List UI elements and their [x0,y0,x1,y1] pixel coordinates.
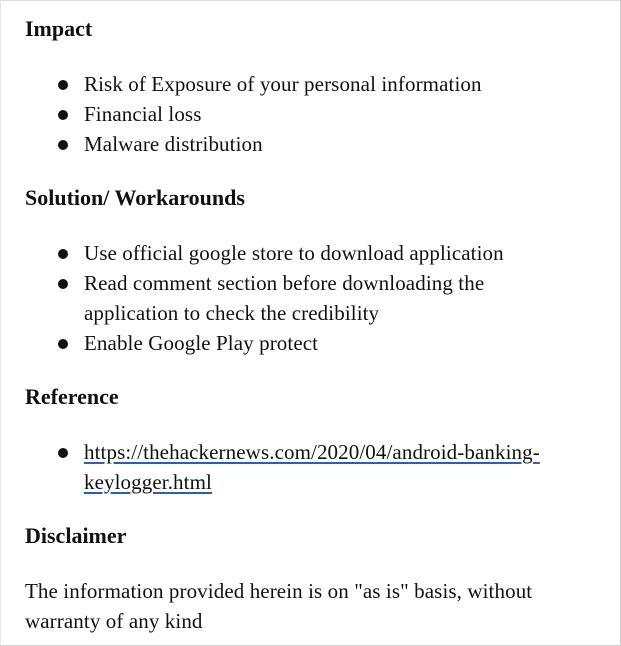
list-item: Financial loss [25,99,590,129]
bullet-icon [58,80,68,90]
list-item: Use official google store to download application [25,238,590,268]
document-body [25,14,590,636]
bullet-icon [58,140,68,150]
list-item: Malware distribution [25,129,590,159]
reference-list [25,437,590,497]
disclaimer-text: The information provided herein is on "as is" basis, without warranty of any kind [25,579,533,633]
bullet-icon [58,339,68,349]
disclaimer-heading: Disclaimer [25,523,127,548]
list-item: Risk of Exposure of your personal information [25,69,590,99]
bullet-icon [58,110,68,120]
impact-heading: Impact [25,16,93,41]
bullet-icon [58,249,68,259]
list-item [25,437,590,497]
reference-heading: Reference [25,384,119,409]
bullet-icon [58,279,68,289]
list-item: Read comment section before downloading the application to check the credibility [25,268,590,328]
bullet-icon [58,448,68,458]
impact-list [25,69,590,159]
list-item: Enable Google Play protect [25,328,590,358]
solution-list [25,238,590,358]
reference-link[interactable]: https://thehackernews.com/2020/04/android-banking- keylogger.html [84,440,540,494]
solution-heading: Solution/ Workarounds [25,185,245,210]
